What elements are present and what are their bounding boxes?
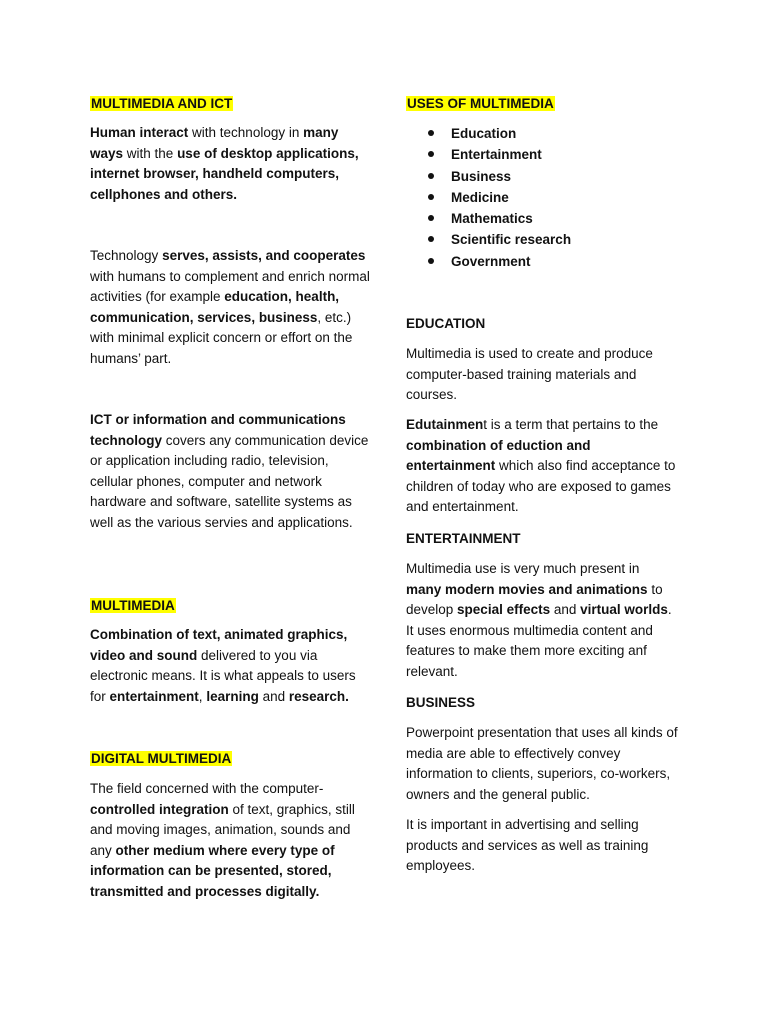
- heading-highlight: MULTIMEDIA AND ICT: [91, 96, 233, 111]
- list-item-label: Government: [451, 253, 531, 269]
- list-item-label: Medicine: [451, 189, 509, 205]
- paragraph-multimedia-definition: [90, 625, 370, 707]
- bold-text: other medium where every type of information can be presented, stored, transmitted and processes digitally.: [90, 842, 335, 899]
- paragraph-entertainment: [406, 559, 678, 682]
- bold-text: controlled integration: [90, 801, 229, 817]
- heading-text: EDUCATION: [406, 316, 486, 331]
- heading-highlight: MULTIMEDIA: [91, 598, 175, 613]
- heading-multimedia: [90, 596, 370, 615]
- text: and: [550, 602, 581, 617]
- bold-text: learning: [206, 688, 259, 704]
- text: . It uses enormous multimedia content and features to make them more exciting anf relevant.: [406, 602, 672, 679]
- text: delivered to you via electronic means. It is what appeals to users for: [90, 647, 356, 704]
- paragraph-ict: [90, 410, 370, 533]
- list-item-label: Entertainment: [451, 147, 542, 163]
- text: Powerpoint presentation that uses all kinds of media are able to effectively convey information to clients, superiors, co-workers, owners and the general public.: [406, 725, 678, 802]
- list-item-label: Scientific research: [451, 232, 572, 248]
- bold-text: use of desktop applications, internet browser, handheld computers, cellphones and others.: [90, 145, 359, 202]
- list-item: [406, 166, 678, 187]
- list-item: [406, 144, 678, 165]
- heading-highlight: DIGITAL MULTIMEDIA: [91, 751, 232, 766]
- bold-text: special effects: [457, 602, 551, 617]
- paragraph-education-1: [406, 344, 678, 406]
- heading-digital-multimedia: [90, 749, 370, 768]
- bold-text: combination of eduction and entertainment: [406, 437, 591, 473]
- paragraph-digital-multimedia: [90, 779, 370, 902]
- text: t is a term that pertains to the: [483, 417, 659, 432]
- text: The field concerned with the computer-: [90, 781, 324, 796]
- text: to develop: [406, 581, 663, 617]
- paragraph-human-interact: [90, 123, 370, 205]
- text: with humans to complement and enrich normal activities (for example: [90, 268, 370, 304]
- text: ,: [198, 688, 207, 704]
- uses-list: [406, 123, 678, 272]
- paragraph-edutainment: [406, 415, 678, 518]
- list-item: [406, 229, 678, 250]
- bullet-icon: [428, 173, 434, 179]
- text: and: [258, 688, 289, 704]
- list-item: [406, 251, 678, 272]
- paragraph-technology: [90, 246, 370, 369]
- bullet-icon: [428, 151, 434, 157]
- list-item-label: Mathematics: [451, 211, 533, 227]
- bold-text: Human interact: [90, 125, 189, 140]
- heading-education: [406, 314, 678, 333]
- text: which also find acceptance to children of today who are exposed to games and entertainment.: [406, 458, 676, 514]
- text: Technology: [90, 248, 163, 263]
- bullet-icon: [428, 130, 434, 136]
- bold-text: serves, assists, and cooperates: [162, 248, 366, 263]
- bold-text: many ways: [90, 125, 339, 161]
- text: with technology in: [188, 125, 304, 140]
- bullet-icon: [428, 215, 434, 221]
- list-item-label: Business: [451, 168, 512, 184]
- list-item: [406, 208, 678, 229]
- bold-text: entertainment: [109, 688, 199, 704]
- list-item: [406, 187, 678, 208]
- bold-text: virtual worlds: [580, 602, 668, 617]
- list-item-label: Education: [451, 126, 517, 141]
- bullet-icon: [428, 236, 434, 242]
- text: It is important in advertising and selling products and services as well as training employees.: [406, 817, 649, 873]
- paragraph-business-1: [406, 723, 678, 805]
- bold-text: Combination of text, animated graphics, video and sound: [90, 627, 348, 663]
- heading-entertainment: [406, 529, 678, 548]
- heading-highlight: USES OF MULTIMEDIA: [407, 96, 554, 111]
- list-item: [406, 123, 678, 144]
- text: of text, graphics, still and moving images, animation, sounds and any: [90, 801, 355, 858]
- text: Multimedia use is very much present in: [406, 561, 640, 576]
- bold-text: many modern movies and animations: [406, 581, 648, 597]
- heading-multimedia-and-ict: [90, 94, 370, 113]
- text: with the: [123, 145, 178, 161]
- text: Multimedia is used to create and produce computer-based training materials and courses.: [406, 346, 653, 402]
- bold-text: research.: [288, 688, 349, 704]
- bold-text: ICT or information and communications technology: [90, 412, 346, 448]
- text: , etc.) with minimal explicit concern or effort on the humans’ part.: [90, 309, 353, 366]
- bullet-icon: [428, 258, 434, 264]
- heading-uses-of-multimedia: [406, 94, 678, 113]
- text: covers any communication device or application including radio, television, cellular phones, computer and network hardware and software, satellite systems as well as the various servies and applications.: [90, 432, 369, 530]
- bold-text: Edutainmen: [406, 417, 484, 432]
- heading-text: BUSINESS: [406, 695, 476, 710]
- bullet-icon: [428, 194, 434, 200]
- bold-text: education, health, communication, services, business: [90, 289, 340, 325]
- heading-business: [406, 693, 678, 712]
- heading-text: ENTERTAINMENT: [406, 531, 521, 546]
- paragraph-business-2: [406, 815, 678, 877]
